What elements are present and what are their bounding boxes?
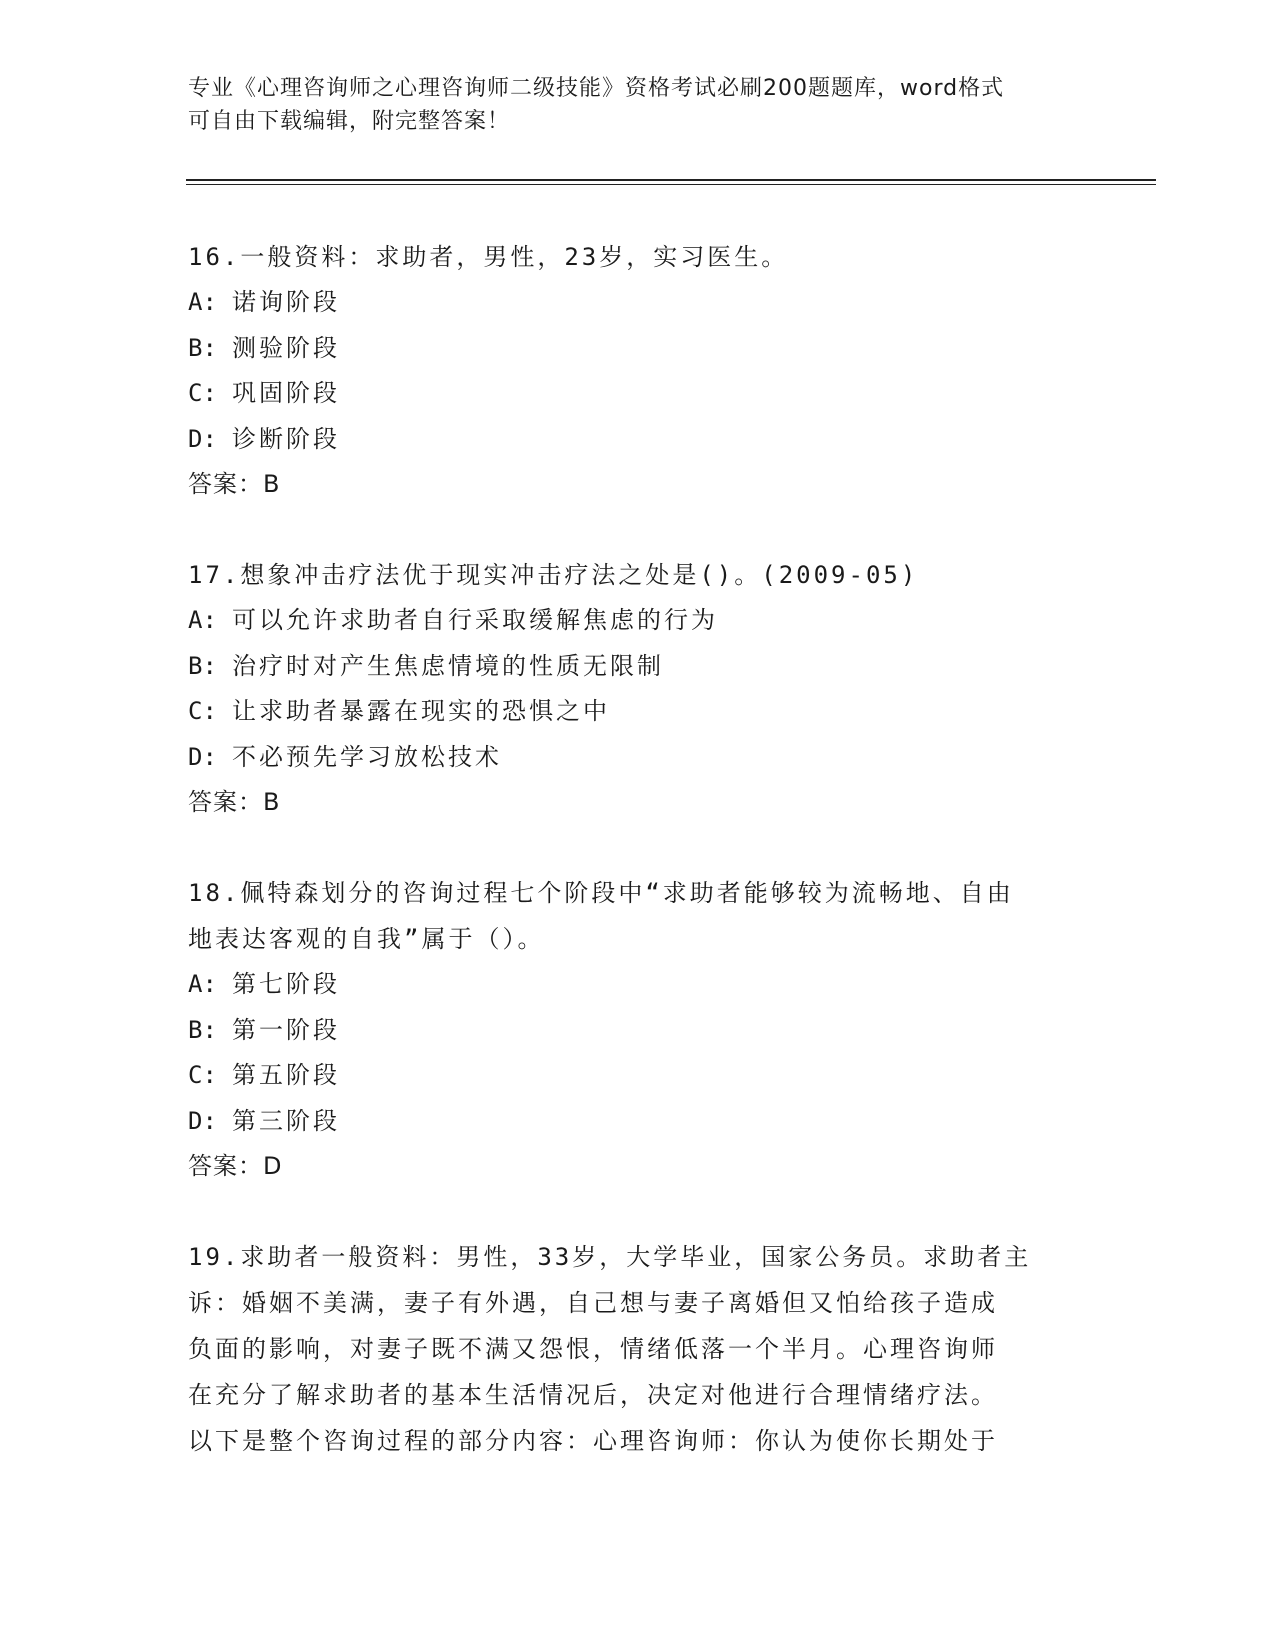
question-text: 诉：婚姻不美满，妻子有外遇，自己想与妻子离婚但又怕给孩子造成 xyxy=(188,1289,998,1317)
question-18 xyxy=(188,870,1088,1189)
option-d xyxy=(188,1099,1088,1145)
option-key: B: xyxy=(188,1015,217,1044)
header-divider-thin xyxy=(186,184,1156,185)
question-text: 在充分了解求助者的基本生活情况后，决定对他进行合理情绪疗法。 xyxy=(188,1381,998,1409)
option-text: 第一阶段 xyxy=(232,1015,340,1044)
option-c xyxy=(188,689,1088,735)
header-line-1: 专业《心理咨询师之心理咨询师二级技能》资格考试必刷200题题库，word格式 xyxy=(188,76,1005,101)
option-text: 让求助者暴露在现实的恐惧之中 xyxy=(232,697,610,725)
option-text: 第七阶段 xyxy=(232,970,340,998)
question-text: 19.求助者一般资料：男性，33岁，大学毕业，国家公务员。求助者主 xyxy=(188,1243,1032,1271)
option-key: A: xyxy=(188,970,217,998)
question-text: 地表达客观的自我”属于（）。 xyxy=(188,925,545,953)
option-key: D: xyxy=(188,424,217,453)
option-key: D: xyxy=(188,742,217,771)
question-text: 18.佩特森划分的咨询过程七个阶段中“求助者能够较为流畅地、自由 xyxy=(188,879,1014,907)
option-a xyxy=(188,280,1088,326)
question-19 xyxy=(188,1234,1088,1464)
option-key: A: xyxy=(188,288,217,316)
option-d xyxy=(188,417,1088,463)
question-16 xyxy=(188,234,1088,507)
option-key: A: xyxy=(188,606,217,634)
question-text: 16.一般资料：求助者，男性，23岁，实习医生。 xyxy=(188,243,789,271)
question-text: 以下是整个咨询过程的部分内容：心理咨询师：你认为使你长期处于 xyxy=(188,1427,998,1455)
question-text: 17.想象冲击疗法优于现实冲击疗法之处是()。(2009-05) xyxy=(188,561,919,589)
option-b xyxy=(188,1008,1088,1054)
option-text: 诊断阶段 xyxy=(232,424,340,453)
option-text: 测验阶段 xyxy=(232,333,340,362)
option-text: 第五阶段 xyxy=(232,1061,340,1089)
option-text: 诺询阶段 xyxy=(232,288,340,316)
answer-line: 答案：B xyxy=(188,788,281,816)
question-text: 负面的影响，对妻子既不满又怨恨，情绪低落一个半月。心理咨询师 xyxy=(188,1335,998,1363)
option-key: D: xyxy=(188,1106,217,1135)
document-header xyxy=(188,72,1088,138)
option-text: 巩固阶段 xyxy=(232,379,340,407)
option-b xyxy=(188,326,1088,372)
option-key: B: xyxy=(188,651,217,680)
option-key: C: xyxy=(188,379,217,407)
option-c xyxy=(188,1053,1088,1099)
question-list xyxy=(188,234,1088,1509)
option-key: C: xyxy=(188,697,217,725)
option-text: 不必预先学习放松技术 xyxy=(232,742,502,771)
option-text: 可以允许求助者自行采取缓解焦虑的行为 xyxy=(232,606,718,634)
option-c xyxy=(188,371,1088,417)
option-b xyxy=(188,644,1088,690)
option-a xyxy=(188,962,1088,1008)
option-key: B: xyxy=(188,333,217,362)
option-text: 治疗时对产生焦虑情境的性质无限制 xyxy=(232,651,664,680)
header-line-2: 可自由下载编辑，附完整答案！ xyxy=(188,109,511,134)
option-a xyxy=(188,598,1088,644)
question-17 xyxy=(188,552,1088,825)
answer-line: 答案：D xyxy=(188,1152,283,1180)
option-key: C: xyxy=(188,1061,217,1089)
option-d xyxy=(188,735,1088,781)
header-divider-thick xyxy=(186,179,1156,181)
option-text: 第三阶段 xyxy=(232,1106,340,1135)
answer-line: 答案：B xyxy=(188,470,281,498)
